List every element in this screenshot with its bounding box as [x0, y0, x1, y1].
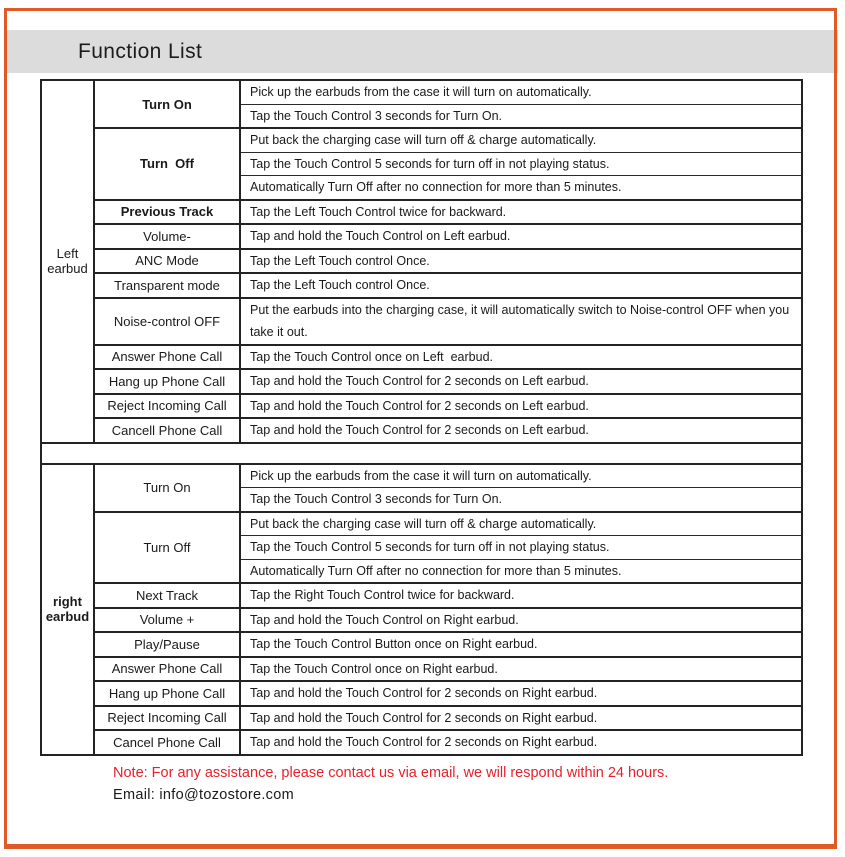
function-group	[95, 582, 801, 607]
description-cell: Tap the Left Touch control Once.	[250, 253, 430, 268]
function-group	[95, 656, 801, 681]
function-label: Play/Pause	[95, 633, 241, 656]
function-group	[95, 705, 801, 730]
function-label: Turn On	[95, 465, 241, 511]
function-group	[95, 127, 801, 199]
function-group	[95, 393, 801, 418]
description-cell: Tap and hold the Touch Control for 2 seconds on Right earbud.	[250, 710, 598, 725]
function-label: Turn On	[95, 81, 241, 127]
function-label: Previous Track	[95, 201, 241, 224]
function-group	[95, 344, 801, 369]
description-cell: Tap and hold the Touch Control on Left earbud.	[250, 229, 511, 243]
function-table	[40, 79, 803, 756]
function-group	[95, 223, 801, 248]
function-group	[95, 680, 801, 705]
description-cell: Pick up the earbuds from the case it will turn on automatically.	[250, 468, 592, 483]
description-cell: Tap and hold the Touch Control for 2 seconds on Left earbud.	[250, 374, 589, 388]
description-cell: Put the earbuds into the charging case, it will automatically switch to Noise-control OFF when you take it out.	[250, 302, 793, 339]
description-cell: Put back the charging case will turn off & charge automatically.	[250, 516, 597, 531]
description-cell: Tap the Touch Control once on Left earbud.	[250, 349, 493, 364]
function-group	[95, 417, 801, 442]
description-cell: Tap the Touch Control 3 seconds for Turn On.	[241, 104, 801, 128]
function-label: Turn Off	[95, 513, 241, 583]
description-cell: Tap the Touch Control once on Right earbud.	[250, 661, 498, 676]
function-label: Transparent mode	[95, 274, 241, 297]
section-left-earbud	[40, 79, 803, 444]
function-label: Cancel Phone Call	[95, 731, 241, 754]
function-group	[95, 81, 801, 127]
description-cell: Tap and hold the Touch Control for 2 seconds on Left earbud.	[250, 398, 589, 413]
function-label: Hang up Phone Call	[95, 370, 241, 393]
description-cell: Automatically Turn Off after no connection for more than 5 minutes.	[241, 175, 801, 199]
function-group	[95, 297, 801, 344]
section-right-earbud	[40, 463, 803, 756]
description-cell: Tap the Touch Control 3 seconds for Turn On.	[241, 487, 801, 511]
function-label: ANC Mode	[95, 250, 241, 273]
description-cell: Tap and hold the Touch Control on Right earbud.	[250, 612, 519, 627]
function-group	[95, 465, 801, 511]
function-label: Volume-	[95, 225, 241, 248]
function-group	[95, 248, 801, 273]
description-cell: Tap the Left Touch Control twice for backward.	[250, 204, 507, 219]
description-cell: Automatically Turn Off after no connection for more than 5 minutes.	[241, 559, 801, 583]
description-cell: Tap and hold the Touch Control for 2 seconds on Right earbud.	[250, 735, 598, 749]
function-label: Reject Incoming Call	[95, 707, 241, 730]
description-cell: Tap the Touch Control Button once on Right earbud.	[250, 637, 538, 651]
footer	[113, 764, 668, 805]
function-label: Next Track	[95, 584, 241, 607]
function-group	[95, 272, 801, 297]
description-cell: Tap the Right Touch Control twice for backward.	[250, 588, 515, 602]
description-cell: Tap the Touch Control 5 seconds for turn off in not playing status.	[241, 152, 801, 176]
description-cell: Tap and hold the Touch Control for 2 seconds on Left earbud.	[250, 423, 589, 437]
function-label: Volume +	[95, 609, 241, 632]
function-label: Answer Phone Call	[95, 346, 241, 369]
function-label: Turn Off	[95, 129, 241, 199]
section-gap-row	[40, 444, 803, 463]
function-group	[95, 199, 801, 224]
footer-note: Note: For any assistance, please contact us via email, we will respond within 24 hours.	[113, 765, 669, 781]
earbud-side-label: Left earbud	[42, 81, 95, 442]
function-label: Answer Phone Call	[95, 658, 241, 681]
function-group	[95, 729, 801, 754]
function-group	[95, 607, 801, 632]
description-cell: Put back the charging case will turn off & charge automatically.	[250, 133, 597, 147]
function-group	[95, 511, 801, 583]
function-label: Hang up Phone Call	[95, 682, 241, 705]
description-cell: Tap the Left Touch control Once.	[250, 278, 430, 292]
description-cell: Pick up the earbuds from the case it will turn on automatically.	[250, 85, 592, 99]
description-cell: Tap and hold the Touch Control for 2 seconds on Right earbud.	[250, 686, 598, 700]
function-label: Cancell Phone Call	[95, 419, 241, 442]
function-label: Reject Incoming Call	[95, 395, 241, 418]
function-group	[95, 368, 801, 393]
function-group	[95, 631, 801, 656]
function-label: Noise-control OFF	[95, 299, 241, 344]
description-cell: Tap the Touch Control 5 seconds for turn off in not playing status.	[241, 535, 801, 559]
page-title: Function List	[78, 39, 203, 63]
footer-email: Email: info@tozostore.com	[113, 787, 294, 803]
earbud-side-label: right earbud	[42, 465, 95, 754]
header-bar	[7, 30, 838, 73]
